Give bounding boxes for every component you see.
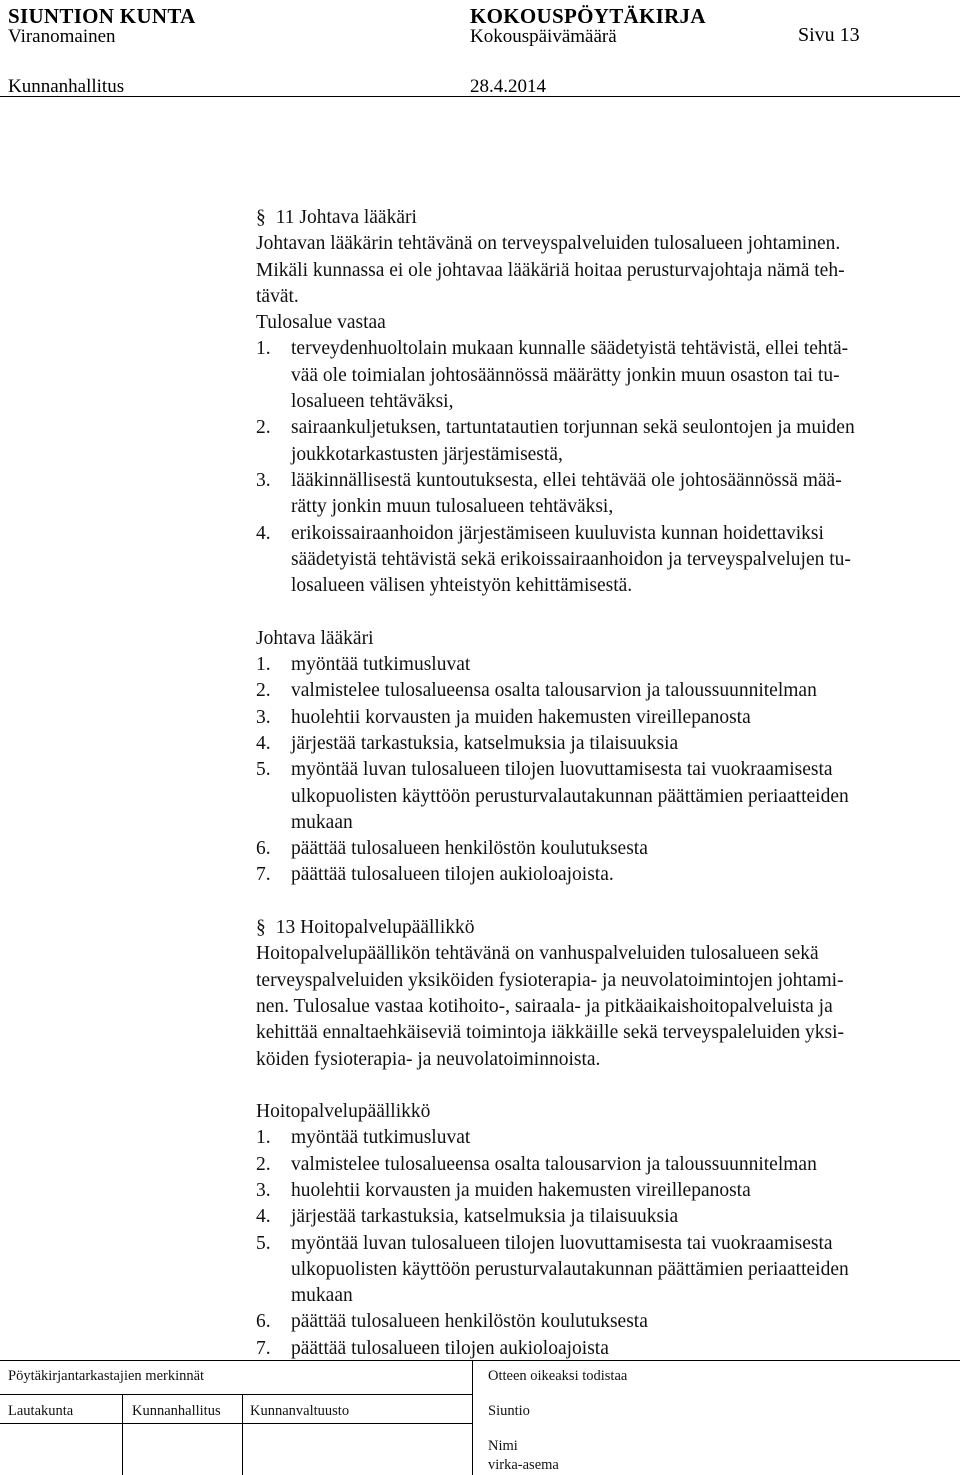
- list-item: [256, 731, 956, 757]
- list-text: sairaankuljetuksen, tartuntatautien torjunnan sekä seulontojen ja muiden: [291, 417, 855, 439]
- section-title: 11 Johtava lääkäri: [275, 207, 417, 228]
- list-item: [256, 757, 956, 783]
- list-number: 3.: [256, 469, 271, 491]
- subsection-title: Hoitopalvelupäällikkö: [256, 1101, 431, 1123]
- list-text: järjestää tarkastuksia, katselmuksia ja tilaisuuksia: [291, 732, 679, 754]
- list-number: 6.: [256, 1311, 271, 1333]
- list-number: 2.: [256, 680, 271, 702]
- spacer: [256, 889, 956, 915]
- list-number: 4.: [256, 522, 271, 544]
- footer-top-rule: [0, 1360, 960, 1361]
- list-text: myöntää luvan tulosalueen tilojen luovuttamisesta tai vuokraamisesta: [291, 1232, 833, 1254]
- footer-col-divider: [472, 1360, 473, 1475]
- meeting-date: 28.4.2014: [470, 76, 546, 97]
- paragraph-line: terveyspalveluiden yksiköiden fysioterapia- ja neuvolatoimintojen johtami-: [256, 969, 844, 991]
- section-title: 13 Hoitopalvelupäällikkö: [275, 917, 475, 939]
- certified-label: Otteen oikeaksi todistaa: [488, 1368, 628, 1384]
- list-text: myöntää tutkimusluvat: [291, 1127, 471, 1149]
- footer-col-divider: [242, 1394, 243, 1475]
- list-item: [256, 652, 956, 678]
- list-text: ulkopuolisten käyttöön perusturvalautakunnan päättämien periaatteiden: [291, 785, 849, 807]
- footer-col-council: Kunnanvaltuusto: [250, 1403, 350, 1419]
- section-heading: [256, 915, 956, 941]
- list-item: [256, 1178, 956, 1204]
- footer-table: [0, 1360, 960, 1475]
- list-text: myöntää tutkimusluvat: [291, 654, 471, 676]
- list-text: huolehtii korvausten ja muiden hakemusten vireillepanosta: [291, 706, 751, 728]
- list-text: mukaan: [291, 811, 353, 833]
- list-number: 5.: [256, 759, 271, 781]
- page-number: Sivu 13: [798, 24, 860, 46]
- list-text: vää ole toimialan johtosäännössä määrätty jonkin muun osaston tai tu-: [291, 364, 840, 386]
- paragraph-line: Tulosalue vastaa: [256, 312, 386, 334]
- list-item: [256, 521, 956, 547]
- list-item: [256, 1231, 956, 1257]
- list-text: valmistelee tulosalueensa osalta talousarvion ja taloussuunnitelman: [291, 680, 817, 702]
- list-text: myöntää luvan tulosalueen tilojen luovuttamisesta tai vuokraamisesta: [291, 759, 833, 781]
- spacer: [256, 599, 956, 625]
- list-text: päättää tulosalueen tilojen aukioloajoista.: [291, 864, 614, 886]
- section-heading: [256, 205, 956, 231]
- list-number: 4.: [256, 732, 271, 754]
- list-item: [256, 705, 956, 731]
- list-item: [256, 1309, 956, 1335]
- footer-name-label: Nimi: [488, 1438, 518, 1454]
- list-text: säädetyistä tehtävistä sekä erikoissairaanhoidon ja terveyspalvelujen tu-: [291, 548, 851, 570]
- paragraph-line: Johtavan lääkärin tehtävänä on terveyspalveluiden tulosalueen johtaminen.: [256, 233, 841, 255]
- list-number: 2.: [256, 1153, 271, 1175]
- list-text: päättää tulosalueen henkilöstön koulutuksesta: [291, 838, 648, 860]
- footer-place: Siuntio: [488, 1403, 530, 1419]
- list-text: valmistelee tulosalueensa osalta talousarvion ja taloussuunnitelman: [291, 1153, 817, 1175]
- authority-label: Viranomainen: [8, 26, 116, 47]
- org-name: SIUNTION KUNTA: [8, 4, 196, 28]
- doc-type: KOKOUSPÖYTÄKIRJA: [470, 4, 706, 28]
- paragraph-line: kehittää ennaltaehkäiseviä toimintoja iäkkäille sekä terveyspaleluiden yksi-: [256, 1022, 845, 1044]
- list-item: [256, 862, 956, 888]
- list-text: huolehtii korvausten ja muiden hakemusten vireillepanosta: [291, 1179, 751, 1201]
- list-number: 5.: [256, 1232, 271, 1254]
- document-body: [256, 205, 956, 1362]
- footer-col-govt: Kunnanhallitus: [132, 1403, 221, 1419]
- list-text: päättää tulosalueen henkilöstön koulutuksesta: [291, 1311, 648, 1333]
- spacer: [256, 1073, 956, 1099]
- paragraph-line: nen. Tulosalue vastaa kotihoito-, sairaala- ja pitkäaikaishoitopalveluista ja: [256, 995, 833, 1017]
- list-number: 7.: [256, 864, 271, 886]
- section-symbol: §: [256, 207, 266, 228]
- list-item: [256, 1125, 956, 1151]
- header-divider: [0, 96, 960, 97]
- authority: Kunnanhallitus: [8, 76, 125, 97]
- list-item: [256, 1336, 956, 1362]
- list-item: [256, 678, 956, 704]
- footer-col-divider: [122, 1394, 123, 1475]
- section-symbol: §: [256, 917, 266, 939]
- list-number: 4.: [256, 1206, 271, 1228]
- list-text: päättää tulosalueen tilojen aukioloajoista: [291, 1337, 609, 1359]
- paragraph-line: tävät.: [256, 285, 299, 307]
- list-number: 6.: [256, 838, 271, 860]
- paragraph-line: Hoitopalvelupäällikön tehtävänä on vanhuspalveluiden tulosalueen sekä: [256, 943, 819, 965]
- footer-rule: [0, 1394, 472, 1395]
- footer-title-label: virka-asema: [488, 1457, 559, 1473]
- list-number: 7.: [256, 1337, 271, 1359]
- list-number: 3.: [256, 706, 271, 728]
- list-number: 3.: [256, 1179, 271, 1201]
- list-text: lääkinnällisestä kuntoutuksesta, ellei tehtävää ole johtosäännössä mää-: [291, 469, 842, 491]
- paragraph-line: Mikäli kunnassa ei ole johtavaa lääkäriä hoitaa perusturvajohtaja nämä teh-: [256, 259, 845, 281]
- list-item: [256, 1204, 956, 1230]
- list-number: 1.: [256, 654, 271, 676]
- list-text: losalueen tehtäväksi,: [291, 391, 454, 413]
- list-item: [256, 415, 956, 441]
- list-text: mukaan: [291, 1285, 353, 1307]
- list-text: erikoissairaanhoidon järjestämiseen kuuluvista kunnan hoidettaviksi: [291, 522, 824, 544]
- subsection-title: Johtava lääkäri: [256, 627, 374, 649]
- list-text: losalueen välisen yhteistyön kehittämisestä.: [291, 575, 633, 597]
- list-text: terveydenhuoltolain mukaan kunnalle säädetyistä tehtävistä, ellei tehtä-: [291, 338, 849, 360]
- list-text: ulkopuolisten käyttöön perusturvalautakunnan päättämien periaatteiden: [291, 1258, 849, 1280]
- footer-col-board: Lautakunta: [8, 1403, 74, 1419]
- list-item: [256, 468, 956, 494]
- list-item: [256, 1152, 956, 1178]
- list-number: 2.: [256, 417, 271, 439]
- reviewers-marks-label: Pöytäkirjantarkastajien merkinnät: [8, 1368, 205, 1384]
- list-text: järjestää tarkastuksia, katselmuksia ja tilaisuuksia: [291, 1206, 679, 1228]
- list-number: 1.: [256, 1127, 271, 1149]
- list-text: rätty jonkin muun tulosalueen tehtäväksi,: [291, 496, 614, 518]
- list-number: 1.: [256, 338, 271, 360]
- paragraph-line: köiden fysioterapia- ja neuvolatoiminnoista.: [256, 1048, 601, 1070]
- list-item: [256, 336, 956, 362]
- footer-rule: [0, 1423, 472, 1424]
- list-item: [256, 836, 956, 862]
- list-text: joukkotarkastusten järjestämisestä,: [291, 443, 563, 465]
- meeting-date-label: Kokouspäivämäärä: [470, 26, 617, 47]
